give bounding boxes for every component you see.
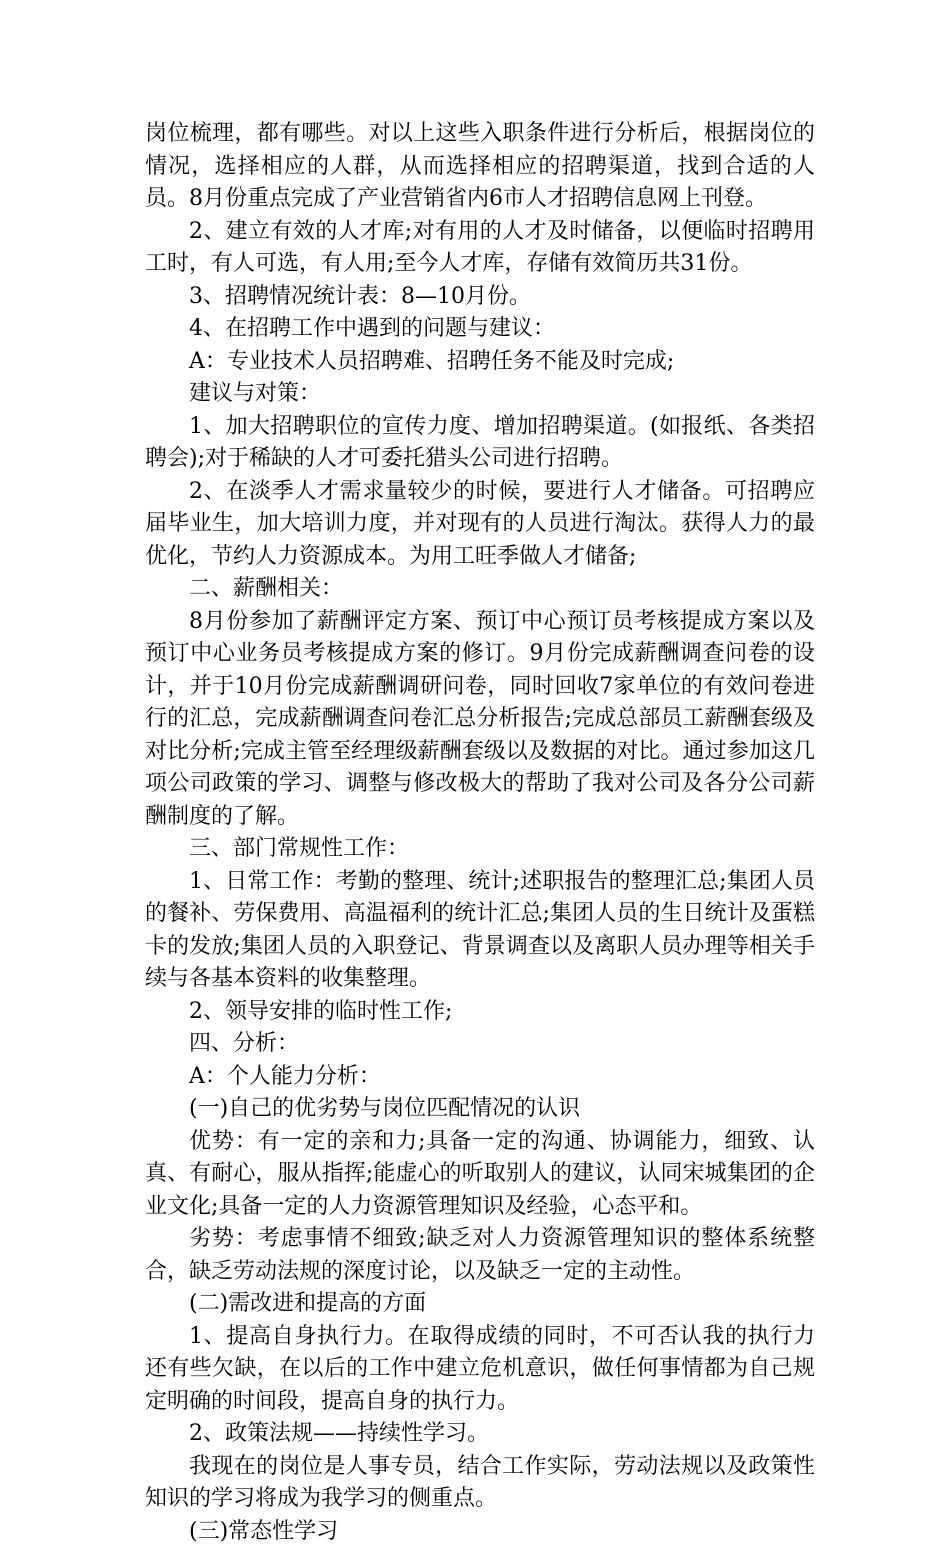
paragraph-13: 2、领导安排的临时性工作; — [145, 996, 815, 1029]
paragraph-8: 2、在淡季人才需求量较少的时候，要进行人才储备。可招聘应届毕业生，加大培训力度，并对现有的人员进行淘汰。获得人力的最优化，节约人力资源成本。为用工旺季做人才储备; — [145, 476, 815, 574]
paragraph-18: 劣势：考虑事情不细致;缺乏对人力资源管理知识的整体系统整合，缺乏劳动法规的深度讨论，以及缺乏一定的主动性。 — [145, 1223, 815, 1288]
paragraph-15: A：个人能力分析： — [145, 1061, 815, 1094]
document-body — [145, 118, 815, 1548]
paragraph-16: (一)自己的优劣势与岗位匹配情况的认识 — [145, 1093, 815, 1126]
paragraph-22: 我现在的岗位是人事专员，结合工作实际，劳动法规以及政策性知识的学习将成为我学习的侧重点。 — [145, 1451, 815, 1516]
paragraph-6: 建议与对策： — [145, 378, 815, 411]
paragraph-19: (二)需改进和提高的方面 — [145, 1288, 815, 1321]
paragraph-5: A：专业技术人员招聘难、招聘任务不能及时完成; — [145, 346, 815, 379]
paragraph-7: 1、加大招聘职位的宣传力度、增加招聘渠道。(如报纸、各类招聘会);对于稀缺的人才可委托猎头公司进行招聘。 — [145, 411, 815, 476]
paragraph-23: (三)常态性学习 — [145, 1516, 815, 1548]
paragraph-20: 1、提高自身执行力。在取得成绩的同时，不可否认我的执行力还有些欠缺，在以后的工作中建立危机意识，做任何事情都为自己规定明确的时间段，提高自身的执行力。 — [145, 1321, 815, 1419]
paragraph-1: 岗位梳理，都有哪些。对以上这些入职条件进行分析后，根据岗位的情况，选择相应的人群，从而选择相应的招聘渠道，找到合适的人员。8月份重点完成了产业营销省内6市人才招聘信息网上刊登。 — [145, 118, 815, 216]
paragraph-2: 2、建立有效的人才库;对有用的人才及时储备，以便临时招聘用工时，有人可选，有人用;至今人才库，存储有效简历共31份。 — [145, 216, 815, 281]
paragraph-4: 4、在招聘工作中遇到的问题与建议： — [145, 313, 815, 346]
paragraph-10: 8月份参加了薪酬评定方案、预订中心预订员考核提成方案以及预订中心业务员考核提成方案的修订。9月份完成薪酬调查问卷的设计，并于10月份完成薪酬调研问卷，同时回收7家单位的有效问卷进行的汇总，完成薪酬调查问卷汇总分析报告;完成总部员工薪酬套级及对比分析;完成主管至经理级薪酬套级以及数据的对比。通过参加这几项公司政策的学习、调整与修改极大的帮助了我对公司及各分公司薪酬制度的了解。 — [145, 606, 815, 834]
paragraph-21: 2、政策法规——持续性学习。 — [145, 1418, 815, 1451]
section-heading-salary: 二、薪酬相关： — [145, 573, 815, 606]
paragraph-12: 1、日常工作：考勤的整理、统计;述职报告的整理汇总;集团人员的餐补、劳保费用、高温福利的统计汇总;集团人员的生日统计及蛋糕卡的发放;集团人员的入职登记、背景调查以及离职人员办理等相关手续与各基本资料的收集整理。 — [145, 866, 815, 996]
section-heading-routine-work: 三、部门常规性工作： — [145, 833, 815, 866]
paragraph-3: 3、招聘情况统计表：8—10月份。 — [145, 281, 815, 314]
paragraph-17: 优势：有一定的亲和力;具备一定的沟通、协调能力，细致、认真、有耐心，服从指挥;能虚心的听取别人的建议，认同宋城集团的企业文化;具备一定的人力资源管理知识及经验，心态平和。 — [145, 1126, 815, 1224]
section-heading-analysis: 四、分析： — [145, 1028, 815, 1061]
